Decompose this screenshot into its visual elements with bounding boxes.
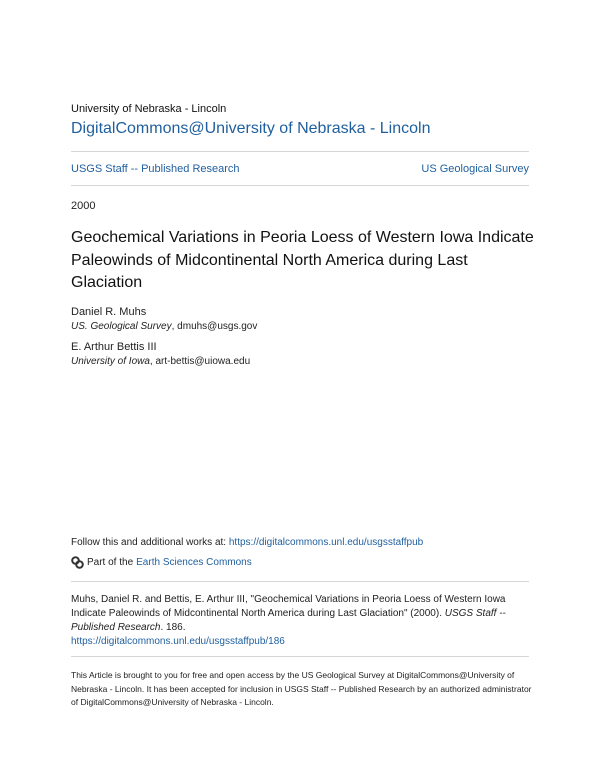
citation-number: . 186. bbox=[160, 622, 186, 633]
author-email: art-bettis@uiowa.edu bbox=[155, 356, 251, 367]
recommended-citation bbox=[71, 593, 533, 649]
separator: , bbox=[171, 321, 178, 332]
citation-series: USGS Staff -- Published Research bbox=[71, 608, 506, 633]
author-name: Daniel R. Muhs bbox=[71, 306, 147, 318]
divider bbox=[71, 151, 529, 152]
creative-commons-icon bbox=[71, 556, 84, 569]
publication-year: 2000 bbox=[71, 200, 96, 212]
citation-url-link[interactable]: https://digitalcommons.unl.edu/usgsstaffpub/186 bbox=[71, 636, 285, 647]
affiliation-name: University of Iowa bbox=[71, 356, 150, 367]
affiliation-name: US. Geological Survey bbox=[71, 321, 172, 332]
university-name: University of Nebraska - Lincoln bbox=[71, 103, 227, 115]
author-name: E. Arthur Bettis III bbox=[71, 341, 157, 353]
series-link[interactable]: USGS Staff -- Published Research bbox=[71, 163, 240, 175]
divider bbox=[71, 185, 529, 186]
divider bbox=[71, 581, 529, 582]
divider bbox=[71, 656, 529, 657]
part-of-line bbox=[71, 556, 252, 569]
author-affiliation bbox=[71, 321, 257, 332]
author-email: dmuhs@usgs.gov bbox=[177, 321, 258, 332]
follow-url-link[interactable]: https://digitalcommons.unl.edu/usgsstaffpub bbox=[228, 537, 424, 548]
earth-sciences-commons-link[interactable]: Earth Sciences Commons bbox=[136, 557, 252, 568]
repository-link[interactable]: DigitalCommons@University of Nebraska - Lincoln bbox=[71, 120, 431, 137]
part-prefix: Part of the bbox=[87, 557, 134, 568]
follow-line bbox=[71, 537, 423, 548]
publisher-link[interactable]: US Geological Survey bbox=[421, 163, 529, 175]
citation-text: Muhs, Daniel R. and Bettis, E. Arthur III, "Geochemical Variations in Peoria Loess of Western Iowa Indicate Paleowinds of Midcontinental North America during Last Glaciation" (2000). bbox=[71, 594, 506, 619]
author-affiliation bbox=[71, 356, 250, 367]
separator: , bbox=[149, 356, 156, 367]
article-title: Geochemical Variations in Peoria Loess of Western Iowa Indicate Paleowinds of Midcontinental North America during Last Glaciation bbox=[71, 229, 534, 291]
follow-prefix: Follow this and additional works at: bbox=[71, 537, 229, 548]
footer-notice: This Article is brought to you for free and open access by the US Geological Survey at DigitalCommons@University of Nebraska - Lincoln. It has been accepted for inclusion in USGS Staff -- Published Research by an authorized administrator of DigitalCommons@University of Nebraska - Lincoln. bbox=[71, 670, 532, 707]
